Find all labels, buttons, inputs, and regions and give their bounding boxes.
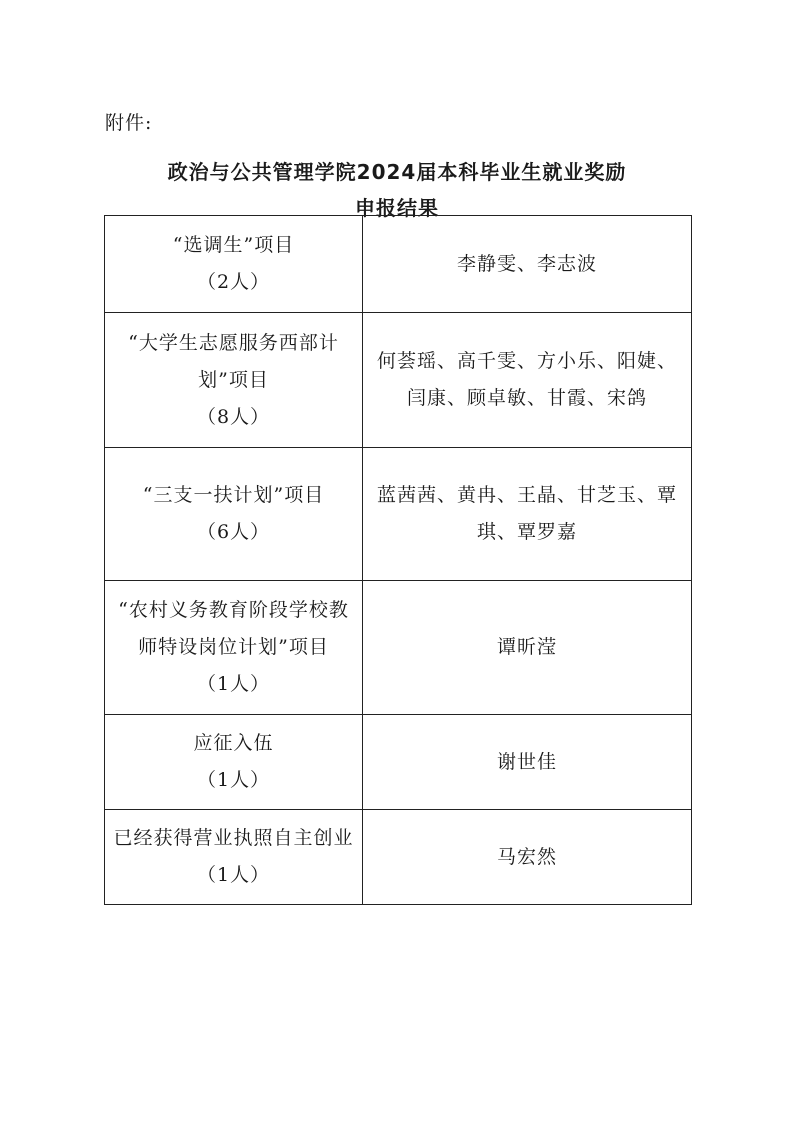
names-cell: [363, 810, 692, 905]
category-count: （1人）: [196, 769, 271, 791]
category-cell: [105, 313, 363, 448]
category-text: “三支一扶计划”项目: [142, 484, 325, 506]
category-text: “农村义务教育阶段学校教: [118, 599, 349, 621]
category-text: 划”项目: [198, 368, 269, 391]
table-row: [105, 448, 692, 581]
category-text: 师特设岗位计划”项目: [138, 636, 329, 658]
table-row: [105, 581, 692, 715]
category-count: （8人）: [196, 405, 271, 428]
category-text: 已经获得营业执照自主创业: [113, 827, 354, 849]
table-row: [105, 216, 692, 313]
names-text: 马宏然: [496, 845, 557, 868]
category-cell: [105, 581, 363, 715]
category-text: 应征入伍: [193, 732, 274, 754]
category-text: “大学生志愿服务西部计: [128, 331, 339, 354]
names-cell: [363, 715, 692, 810]
table-row: [105, 715, 692, 810]
table-row: [105, 313, 692, 448]
names-cell: [363, 313, 692, 448]
document-subtitle: 申报结果: [355, 196, 439, 220]
names-text: 何荟瑶、高千雯、方小乐、阳婕、: [376, 350, 677, 372]
attachment-label: 附件:: [105, 112, 153, 134]
names-cell: [363, 448, 692, 581]
category-count: （2人）: [196, 271, 271, 293]
category-cell: [105, 448, 363, 581]
names-text: 闫康、顾卓敏、甘霞、宋鸽: [406, 387, 647, 409]
category-cell: [105, 715, 363, 810]
category-cell: [105, 810, 363, 905]
results-table: [104, 215, 692, 905]
category-text: “选调生”项目: [172, 234, 295, 256]
document-title: 政治与公共管理学院2024届本科毕业生就业奖励: [167, 160, 627, 184]
names-text: 谢世佳: [496, 750, 557, 773]
names-cell: [363, 216, 692, 313]
names-text: 李静雯、李志波: [456, 252, 597, 275]
category-count: （1人）: [196, 673, 271, 695]
table-row: [105, 810, 692, 905]
category-cell: [105, 216, 363, 313]
names-text: 谭昕滢: [496, 636, 557, 658]
names-text: 蓝茜茜、黄冉、王晶、甘芝玉、覃: [376, 484, 677, 506]
names-cell: [363, 581, 692, 715]
category-count: （6人）: [196, 521, 271, 543]
names-text: 琪、覃罗嘉: [476, 521, 577, 543]
category-count: （1人）: [196, 864, 271, 886]
